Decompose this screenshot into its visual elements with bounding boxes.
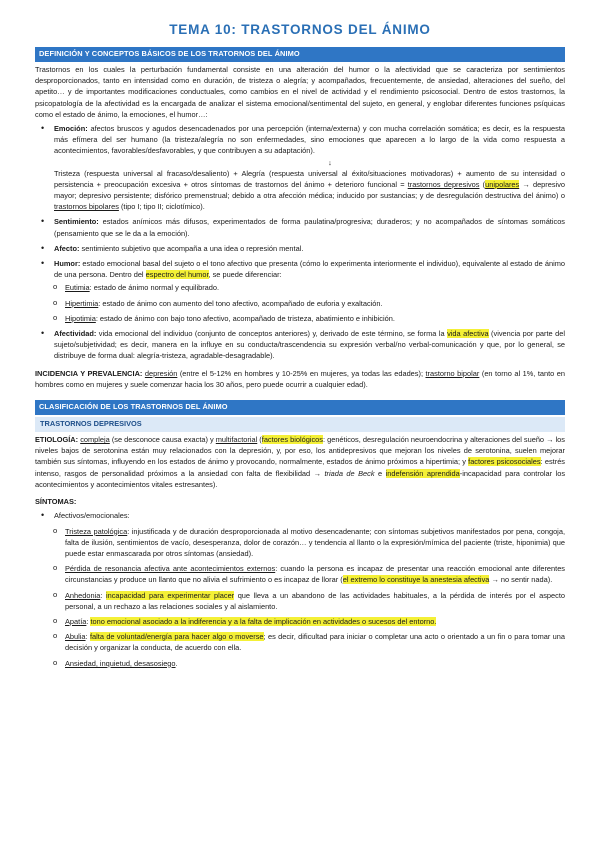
list-item-humor: • Humor: estado emocional basal del sujeto o el tono afectivo que presenta (cómo lo experimenta interiormente el individuo), equivalente al estado de ánimo de una persona. Dentro del espectro del humor, se puede diferenciar: o Eutimia: estado de ánimo normal y equilibrado. o Hipertimia: estado de ánimo con aumento del tono afectivo, acompañado de euforia y exaltación. o Hipotimia: estado de ánimo con bajo tono afectivo, acompañado de tristeza, abatimiento e inhibición. — [35, 258, 565, 324]
sublist-item-tristeza: o Tristeza patológica: injustificada y de duración desproporcionada al motivo desencadenante; con síntomas subjetivos manifestados por pena, congoja, falta de ilusión, sentimientos de vacío, desesperanza, dolor de corazón… y tendencia al llanto o la expresión/mímica del paciente (triste, hiponimia) que puede estar enmascarada por otros síntomas (ansiedad). — [35, 526, 565, 560]
list-item-afecto: • Afecto: sentimiento subjetivo que acompaña a una idea o represión mental. — [35, 243, 565, 254]
down-arrow-icon: ↓ — [328, 157, 332, 167]
section-header-clasificacion: CLASIFICACIÓN DE LOS TRASTORNOS DEL ÁNIMO — [35, 400, 565, 415]
sublist-item-apatia: o Apatía: tono emocional asociado a la indiferencia y a la falta de implicación en actividades o sucesos del entorno. — [35, 616, 565, 627]
highlight-unipolares: unipolares — [485, 179, 520, 189]
highlight-anestesia-afectiva: el extremo lo constituye la anestesia afectiva — [342, 575, 490, 585]
sublist-item-ansiedad: o Ansiedad, inquietud, desasosiego. — [35, 658, 565, 669]
list-item-afectivos: • Afectivos/emocionales: o Tristeza patológica: injustificada y de duración desproporcionada al motivo desencadenante; con síntomas subjetivos manifestados por pena, congoja, falta de ilusión, sentimientos de vacío, desesperanza, dolor de corazón… y tendencia al llanto o la expresión/mímica del paciente (triste, hiponimia) que puede estar enmascarada por otros síntomas (ansiedad). o Pérdida de resonancia afectiva ante acontecimientos externos: cuando la persona es incapaz de presentar una reacción emocional ante diferentes circunstancias y produce un llanto que no alivia el sufrimiento o es incapaz de llorar (el extremo lo constituye la anestesia afectiva → no sentir nada). o Anhedonia: incapacidad para experimentar placer que lleva a un abandono de las actividades habituales, a la pérdida de interés por el aspecto personal, a un rechazo a las relaciones sociales y al aislamiento. o Apatía: tono emocional asociado a la indiferencia y a la falta de implicación en actividades o sucesos del entorno. o Abulia: falta de voluntad/energía para hacer algo o moverse; es decir, dificultad para iniciar o completar una acto o orientado a un fin o para tomar una decisión y organizar la conducta, de acuerdo con ella. o Ansiedad, inquietud, desasosiego. — [35, 510, 565, 668]
sintomas-list — [35, 510, 565, 668]
emocion-text: afectos bruscos y agudos desencadenados por una percepción (interna/externa) y con mucha correlación somática; es decir, es la respuesta más efímera del ser humano (la tristeza/alegría no son enfermedades, sino emociones que aparecen a lo largo de la vida como respuesta a acontecimientos, favorables/desfavorables, y que contribuyen a su adaptación). — [54, 124, 565, 156]
list-item-afectividad: • Afectividad: vida emocional del individuo (conjunto de conceptos anteriores) y, derivado de este término, se forma la vida afectiva (vivencia por parte del sujeto/subjetividad; es decir, manera en la influye en su conducta/trascendencia su expresión verbal/no verbal-comunicación y que, por lo general, se distribuye de forma dual: alegría-tristeza, agradable-desagradable). — [35, 328, 565, 362]
sublist-item-eutimia: o Eutimia: estado de ánimo normal y equilibrado. — [35, 282, 565, 293]
sublist-item-abulia: o Abulia: falta de voluntad/energía para hacer algo o moverse; es decir, dificultad para iniciar o completar una acto o orientado a un fin o para tomar una decisión y organizar la conducta, de acuerdo con ella. — [35, 631, 565, 653]
link-trastornos-bipolares: trastornos bipolares — [54, 202, 119, 212]
afectivos-sublist — [35, 526, 565, 669]
list-item-emocion — [35, 123, 565, 157]
concepts-list — [35, 123, 565, 157]
intro-paragraph: Trastornos en los cuales la perturbación fundamental consiste en una alteración del humor o la afectividad que se caracteriza por sentimientos desproporcionados, tanto en intensidad como en duración, de tristeza o alegría; y acompañados, frecuentemente, de ansiedad, alteraciones del sueño, del apetito… y de importantes modificaciones conductuales, como cambios en el nivel de actividad y el rendimiento psicosocial. Dentro de estos trastornos, la psicopatología de la afectividad es la encargada de analizar el sistema emocional/sentimental del sujeto, en general, y englobar diferentes funciones psíquicas como el estado de ánimo, la emociones, el humor…: — [35, 65, 565, 119]
highlight-factores-biologicos: factores biológicos — [261, 435, 323, 445]
tristeza-alegria-paragraph: Tristeza (respuesta universal al fracaso/desaliento) + Alegría (respuesta universal al éxito/situaciones motivadoras) + aumento de su intensidad o persistencia + preocupación excesiva + otros síntomas de trastornos del ánimo + deterioro funcional = trastornos depresivos (unipolares → depresivo mayor; depresivo persistente; disfórico premenstrual; debido a otra afección médica; inducido por sustancias; y de desregulación destructiva del ánimo) o trastornos bipolares (tipo I; tipo II; ciclotímico). — [54, 168, 566, 212]
etiologia-paragraph: ETIOLOGÍA: compleja (se desconoce causa exacta) y multifactorial (factores biológicos: genéticos, desregulación neuroendocrina y alteraciones del sueño → los niveles bajos de serotonina están muy relacionados con la depresión, y, por eso, los antidepresivos que mejoran los niveles de serotonina, suelen mejorar también sus síntomas, influyendo en los estados de ánimo y provocando, normalmente, estados de ánimo próximos a hipertimia; y factores psicosociales: estrés intenso, rasgos de personalidad próximos a la ansiedad con falta de flexibilidad → triada de Beck e indefensión aprendida-incapacidad para controlar los acontecimientos y acontecimientos vitales estresantes). — [35, 435, 566, 489]
highlight-indefension: indefensión aprendida — [385, 468, 460, 478]
highlight-espectro-humor: espectro del humor — [145, 270, 209, 280]
concepts-list-2 — [35, 216, 565, 361]
highlight-incapacidad-placer: incapacidad para experimentar placer — [105, 590, 235, 600]
incidencia-paragraph: INCIDENCIA Y PREVALENCIA: depresión (entre el 5-12% en hombres y 10-25% en mujeres, ya todas las edades); trastorno bipolar (en torno al 1%, tanto en hombres como en mujeres y suele comenzar hacia los 30 años, pero puede ocurrir a cualquier edad). — [35, 368, 566, 389]
subsection-header-depresivos: TRASTORNOS DEPRESIVOS — [35, 417, 565, 432]
page-title: TEMA 10: TRASTORNOS DEL ÁNIMO — [169, 22, 431, 37]
highlight-factores-psicosociales: factores psicosociales — [468, 457, 541, 467]
list-item-sentimiento: • Sentimiento: estados anímicos más difusos, experimentados de forma paulatina/progresiva; duraderos; y no acompañados de síntomas somáticos (pensamiento que se le da a la emoción). — [35, 216, 565, 238]
link-trastornos-depresivos: trastornos depresivos — [407, 179, 480, 189]
section-header-definicion: DEFINICIÓN Y CONCEPTOS BÁSICOS DE LOS TRATORNOS DEL ÁNIMO — [35, 47, 565, 62]
sublist-item-anhedonia: o Anhedonia: incapacidad para experimentar placer que lleva a un abandono de las actividades habituales, a la pérdida de interés por el aspecto personal, a un rechazo a las relaciones sociales y al aislamiento. — [35, 590, 565, 612]
sublist-item-hipertimia: o Hipertimia: estado de ánimo con aumento del tono afectivo, acompañado de euforia y exaltación. — [35, 298, 565, 309]
sublist-item-perdida: o Pérdida de resonancia afectiva ante acontecimientos externos: cuando la persona es incapaz de presentar una reacción emocional ante diferentes circunstancias y produce un llanto que no alivia el sufrimiento o es incapaz de llorar (el extremo lo constituye la anestesia afectiva → no sentir nada). — [35, 563, 565, 585]
sublist-item-hipotimia: o Hipotimia: estado de ánimo con bajo tono afectivo, acompañado de tristeza, abatimiento e inhibición. — [35, 313, 565, 324]
highlight-indiferencia: tono emocional asociado a la indiferencia y a la falta de implicación en actividades o sucesos del entorno. — [90, 616, 437, 626]
highlight-falta-voluntad: falta de voluntad/energía para hacer algo o moverse — [89, 632, 264, 642]
term-emocion: Emoción: — [54, 124, 88, 134]
sintomas-heading: SÍNTOMAS: — [35, 497, 77, 507]
highlight-vida-afectiva: vida afectiva — [447, 329, 489, 339]
humor-sublist — [35, 282, 565, 324]
